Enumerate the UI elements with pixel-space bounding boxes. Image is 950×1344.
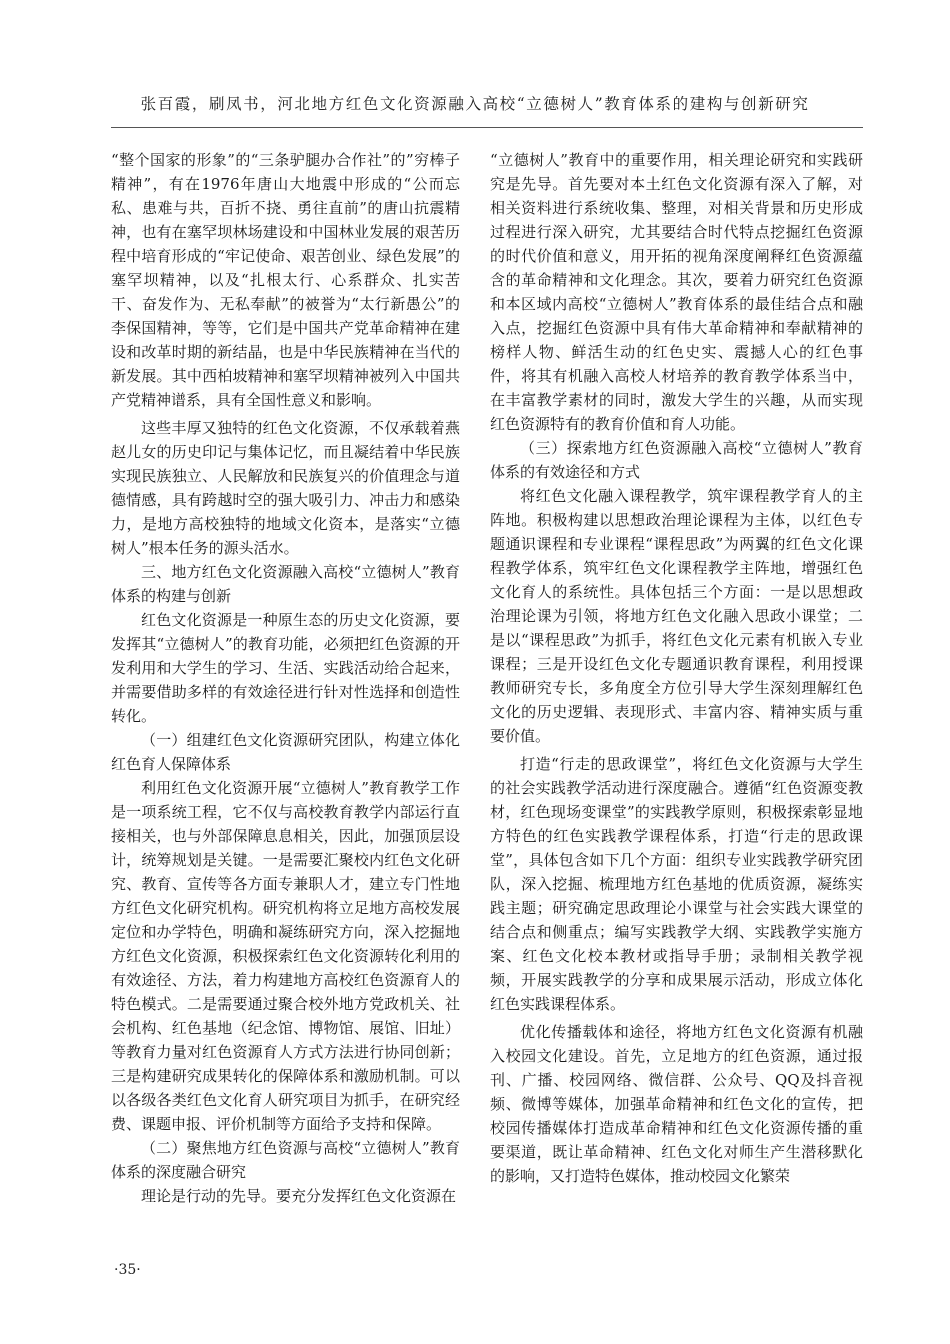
left-paragraph-4: 利用红色文化资源开展“立德树人”教育教学工作是一项系统工程，它不仅与高校教育教学内部运行直接相关，也与外部保障息息相关，因此，加强顶层设计，统筹规划是关键。一是需要汇聚校内红色文化研究、教育、宣传等各方面专兼职人才，建立专门性地方红色文化研究机构。研究机构将立足地方高校发展定位和办学特色，明确和凝练研究方向，深入挖掘地方红色文化资源，积极探索红色文化资源转化利用的有效途径、方法，着力构建地方高校红色资源育人的特色模式。二是需要通过聚合校外地方党政机关、社会机构、红色基地（纪念馆、博物馆、展馆、旧址）等教育力量对红色资源育人方式方法进行协同创新；三是构建研究成果转化的保障体系和激励机制。可以以各级各类红色文化育人研究项目为抓手，在研究经费、课题申报、评价机制等方面给予支持和保障。 <box>111 779 460 1133</box>
left-paragraph-2: 这些丰厚又独特的红色文化资源，不仅承载着燕赵儿女的历史印记与集体记忆，而且凝结着中华民族实现民族独立、人民解放和民族复兴的价值理念与道德情感，具有跨越时空的强大吸引力、冲击力和感染力，是地方高校独特的地域文化资本，是落实“立德树人”根本任务的源头活水。 <box>111 419 460 557</box>
left-column <box>111 148 460 1208</box>
left-paragraph-1: “整个国家的形象”的“三条驴腿办合作社”的”穷棒子精神”，有在1976年唐山大地震中形成的“公而忘私、患难与共，百折不挠、勇往直前”的唐山抗震精神，也有在塞罕坝林场建设和中国林业发展的艰苦历程中培育形成的“牢记使命、艰苦创业、绿色发展”的塞罕坝精神，以及“扎根太行、心系群众、扎实苦干、奋发作为、无私奉献”的被誉为“太行新愚公”的李保国精神，等等，它们是中国共产党革命精神在建设和改革时期的新结晶，也是中华民族精神在当代的新发展。其中西柏坡精神和塞罕坝精神被列入中国共产党精神谱系，具有全国性意义和影响。 <box>111 151 460 409</box>
page-number: ·35· <box>114 1262 141 1278</box>
header-rule <box>111 127 863 128</box>
right-paragraph-4: 优化传播载体和途径，将地方红色文化资源有机融入校园文化建设。首先，立足地方的红色资源，通过报刊、广播、校园网络、微信群、公众号、QQ及抖音视频、微博等媒体，加强革命精神和红色文化的宣传，把校园传播媒体打造成革命精神和红色文化资源传播的重要渠道，既让革命精神、红色文化对师生产生潜移默化的影响，又打造特色媒体，推动校园文化繁荣 <box>490 1023 863 1185</box>
subsection-heading-2: （二）聚焦地方红色资源与高校“立德树人”教育体系的深度融合研究 <box>111 1139 460 1181</box>
right-paragraph-1: “立德树人”教育中的重要作用，相关理论研究和实践研究是先导。首先要对本土红色文化资源有深入了解，对相关资料进行系统收集、整理，对相关背景和历史形成过程进行深入研究，尤其要结合时代特点挖掘红色资源的时代价值和意义，用开拓的视角深度阐释红色资源蕴含的革命精神和文化理念。其次，要着力研究红色资源和本区域内高校“立德树人”教育体系的最佳结合点和融入点，挖掘红色资源中具有伟大革命精神和奉献精神的榜样人物、鲜活生动的红色史实、震撼人心的红色事件，将其有机融入高校人材培养的教育教学体系当中，在丰富教学素材的同时，激发大学生的兴趣，从而实现红色资源特有的教育价值和育人功能。 <box>490 151 863 433</box>
right-paragraph-3: 打造“行走的思政课堂”，将红色文化资源与大学生的社会实践教学活动进行深度融合。遵循“红色资源变教材，红色现场变课堂”的实践教学原则，积极探索彰显地方特色的红色实践教学课程体系，打造“行走的思政课堂”，具体包含如下几个方面：组织专业实践教学研究团队，深入挖掘、梳理地方红色基地的优质资源，凝练实践主题；研究确定思政理论小课堂与社会实践大课堂的结合点和侧重点；编写实践教学大纲、实践教学实施方案、红色文化校本教材或指导手册；录制相关教学视频，开展实践教学的分享和成果展示活动，形成立体化红色实践课程体系。 <box>490 755 863 1013</box>
section-heading-3: 三、地方红色文化资源融入高校“立德树人”教育体系的构建与创新 <box>111 563 460 605</box>
subsection-heading-1: （一）组建红色文化资源研究团队，构建立体化红色育人保障体系 <box>111 731 460 773</box>
left-paragraph-5: 理论是行动的先导。要充分发挥红色文化资源在 <box>141 1187 457 1205</box>
right-column <box>490 148 863 1188</box>
left-paragraph-3: 红色文化资源是一种原生态的历史文化资源，要发挥其“立德树人”的教育功能，必须把红色资源的开发利用和大学生的学习、生活、实践活动给合起来，并需要借助多样的有效途径进行针对性选择和创造性转化。 <box>111 611 460 725</box>
running-header: 张百霞，刷凤书，河北地方红色文化资源融入高校“立德树人”教育体系的建构与创新研究 <box>140 95 810 113</box>
right-paragraph-2: 将红色文化融入课程教学，筑牢课程教学育人的主阵地。积极构建以思想政治理论课程为主体，以红色专题通识课程和专业课程“课程思政”为两翼的红色文化课程教学体系，筑牢红色文化课程教学主阵地，增强红色文化育人的系统性。具体包括三个方面：一是以思想政治理论课为引领，将地方红色文化融入思政小课堂；二是以“课程思政”为抓手，将红色文化元素有机嵌入专业课程；三是开设红色文化专题通识教育课程，利用授课教师研究专长，多角度全方位引导大学生深刻理解红色文化的历史逻辑、表现形式、丰富内容、精神实质与重要价值。 <box>490 487 863 745</box>
subsection-heading-3: （三）探索地方红色资源融入高校“立德树人”教育体系的有效途径和方式 <box>490 439 863 481</box>
